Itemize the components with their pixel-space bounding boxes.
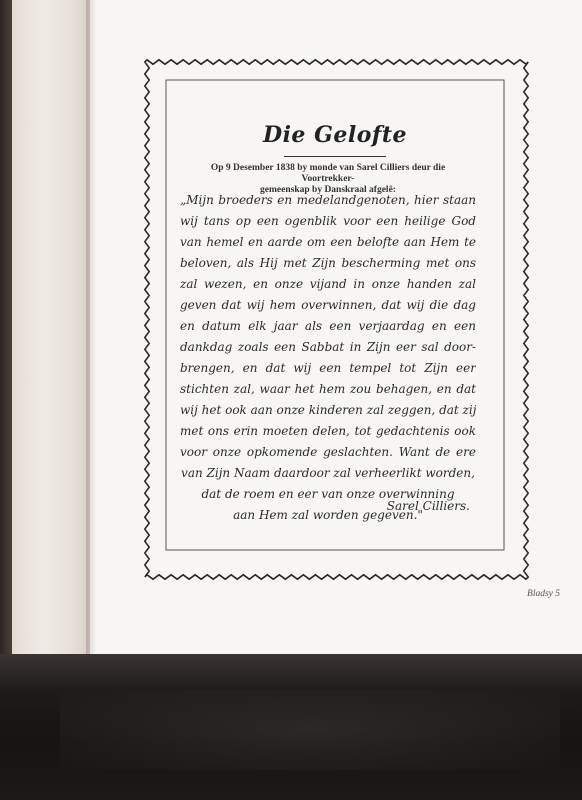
page-title: Die Gelofte [262, 122, 408, 148]
body-line: geven dat wij hem overwinnen, dat wij die dag [180, 298, 476, 312]
body-line: beloven, als Hij met Zijn bescherming met ons [180, 256, 476, 270]
body-line: wij het ook aan onze kinderen zal zeggen, dat zij [180, 403, 476, 417]
body-line: wij tans op een ogenblik voor een heilige God [180, 214, 476, 228]
body-line: dat de roem en eer van onze overwinning [201, 487, 455, 501]
body-line: „Mijn broeders en medelandgenoten, hier staan [180, 193, 476, 207]
intro-line: Op 9 Desember 1838 by monde van Sarel Cilliers deur die Voortrekker- [210, 163, 446, 184]
body-line: aan Hem zal worden gegeven." [233, 508, 423, 522]
body-line: voor onze opkomende geslachten. Want de ere [180, 445, 476, 459]
body-line: zal wezen, en onze vijand in onze handen zal [180, 277, 476, 291]
body-line: stichten zal, waar het hem zou behagen, en dat [180, 382, 476, 396]
title-underline [284, 156, 386, 157]
body-line: brengen, en dat wij een tempel tot Zijn eer [180, 361, 476, 375]
intro-text [188, 163, 468, 196]
intro-line: gemeenskap by Danskraal afgelê: [260, 185, 396, 195]
body-line: dankdag zoals een Sabbat in Zijn eer sal door- [180, 340, 476, 354]
body-line: met ons erin moeten delen, tot gedachtenis ook [180, 424, 476, 438]
body-line: van Zijn Naam daardoor zal verheerlikt worden, [181, 466, 475, 480]
body-line: en datum elk jaar als een verjaardag en een [180, 319, 476, 333]
page-number: Bladsy 5 [527, 589, 560, 599]
signature: Sarel Cilliers. [386, 499, 470, 513]
body-line: van hemel en aarde om een belofte aan Hem te [180, 235, 476, 249]
